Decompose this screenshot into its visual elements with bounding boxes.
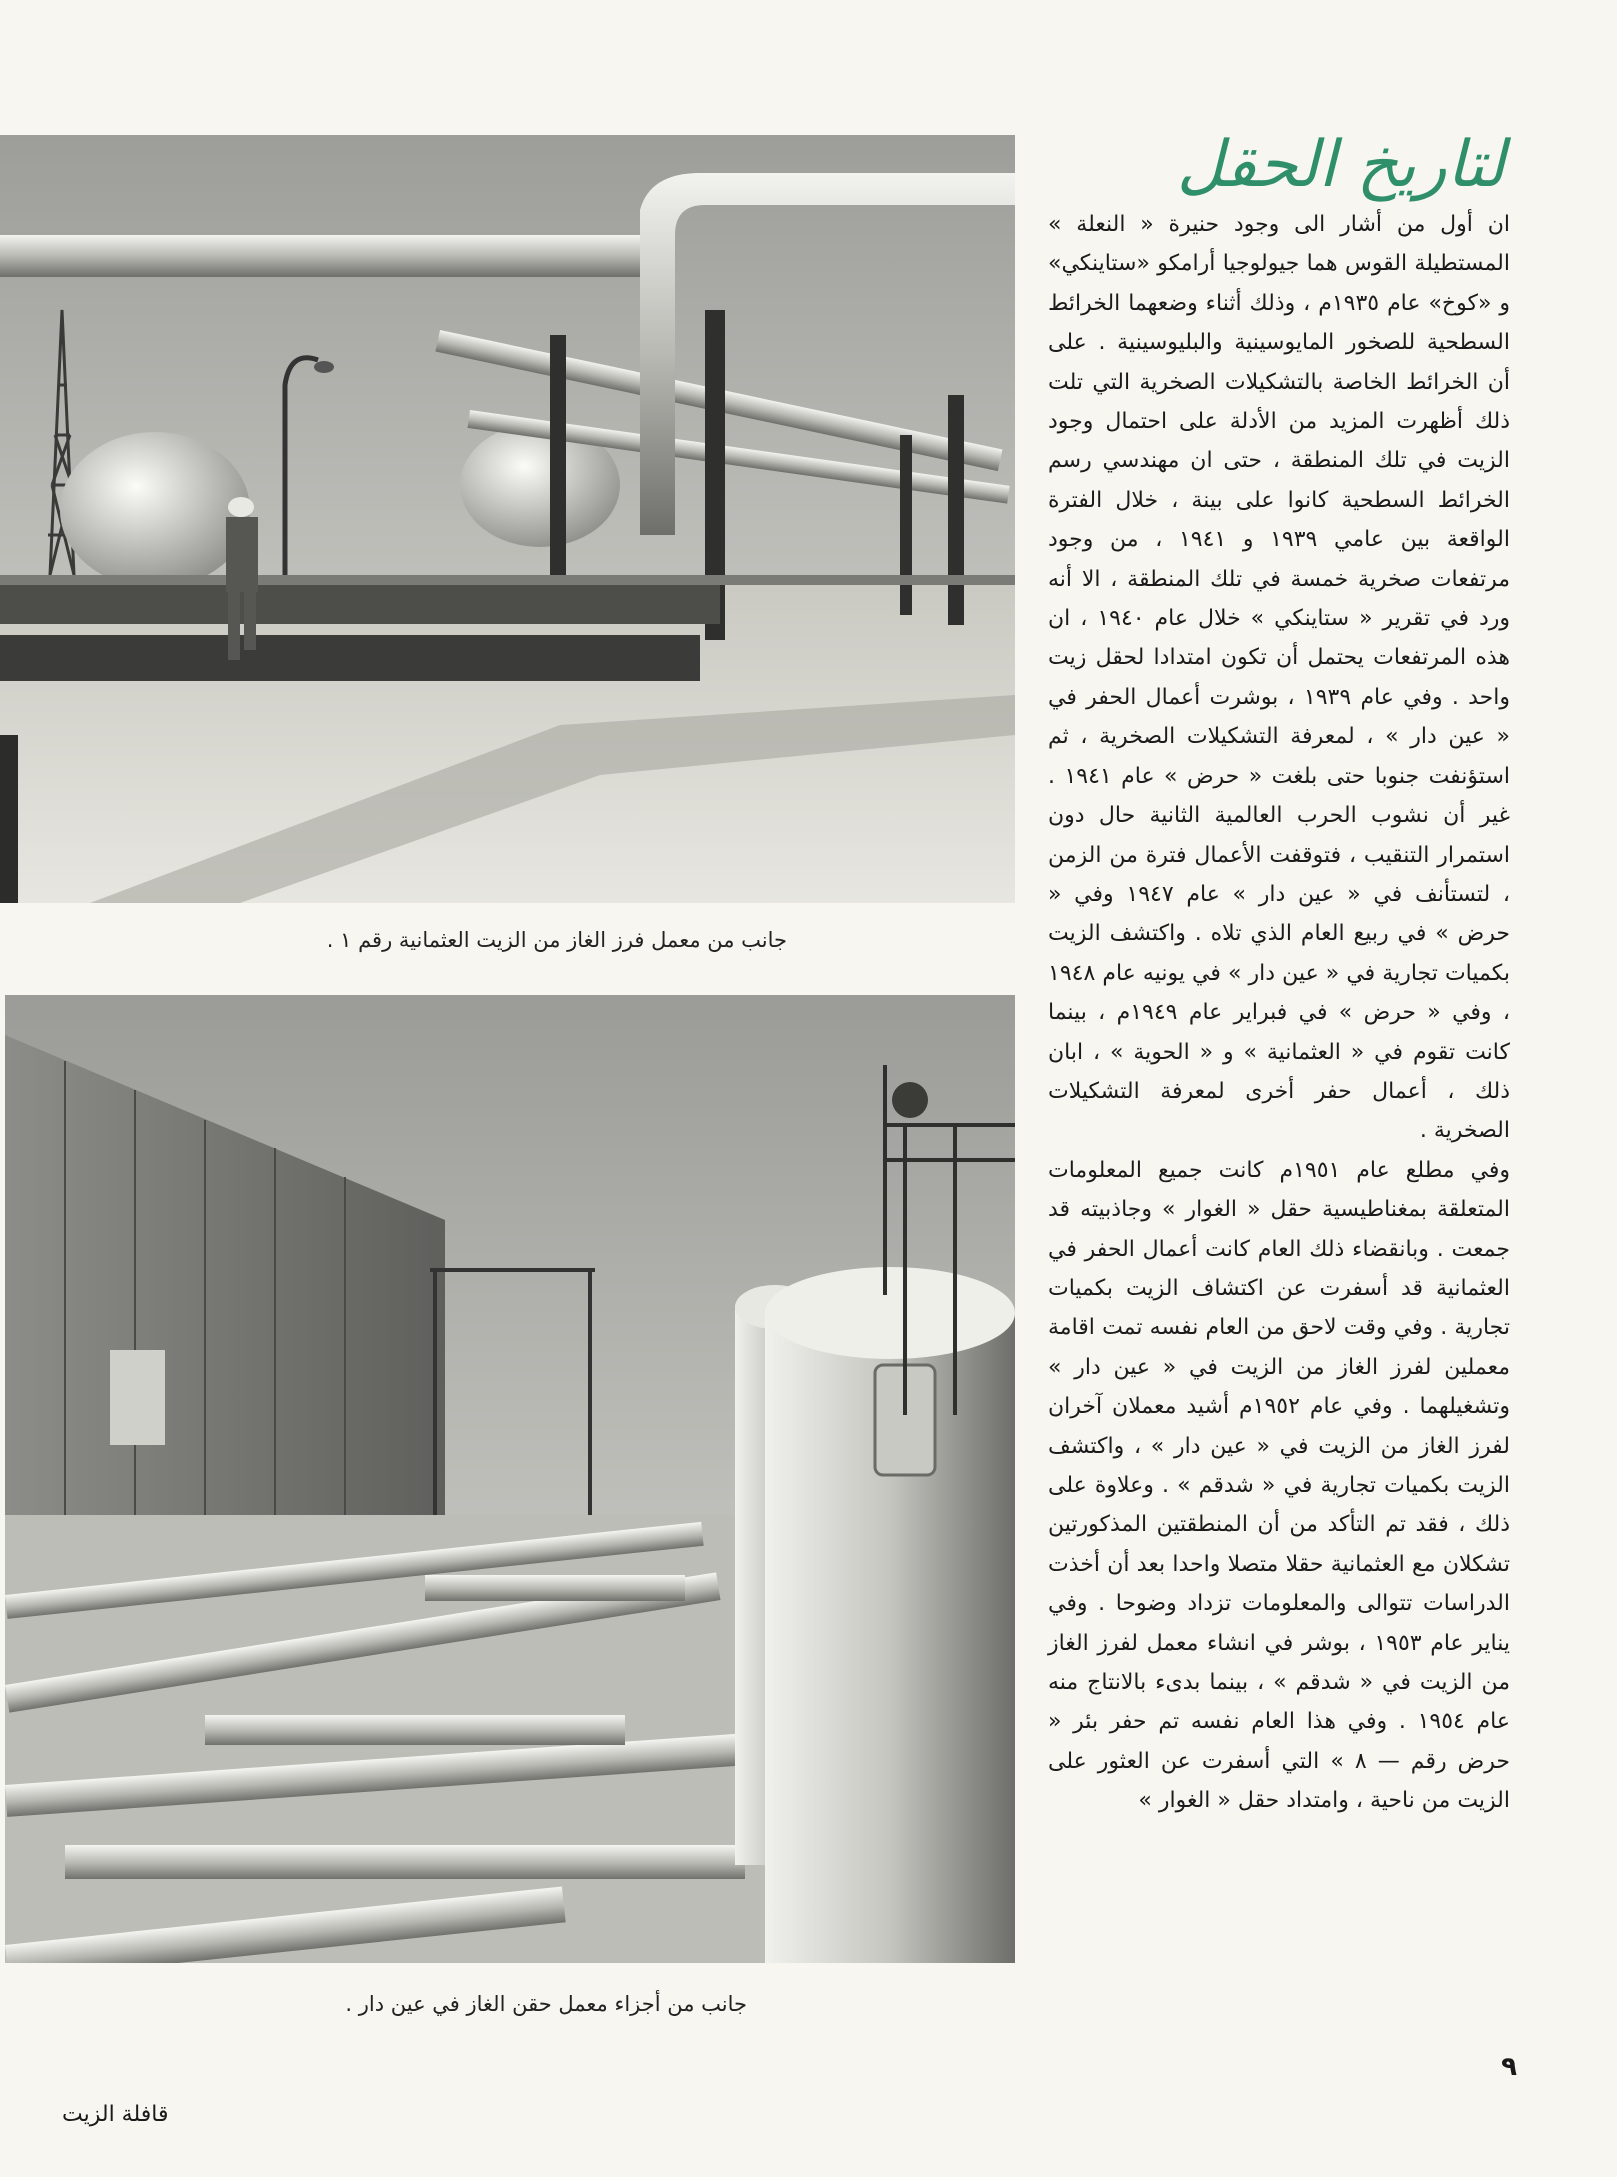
photo1-caption: جانب من معمل فرز الغاز من الزيت العثمانية رقم ١ . — [326, 928, 787, 952]
photo2-caption: جانب من أجزاء معمل حقن الغاز في عين دار . — [345, 1992, 747, 2016]
magazine-name: قافلة الزيت — [62, 2102, 169, 2127]
article-body — [1048, 205, 1510, 1821]
article-heading: لتاريخ الحقل — [1176, 128, 1505, 202]
photo-illustration-1 — [0, 135, 1015, 903]
article-paragraph: وفي مطلع عام ١٩٥١م كانت جميع المعلومات المتعلقة بمغناطيسية حقل « الغوار » وجاذبيته قد جمعت . وبانقضاء ذلك العام كانت أعمال الحفر في العثمانية قد أسفرت عن اكتشاف الزيت بكميات تجارية . وفي وقت لاحق من العام نفسه تمت اقامة معملين لفرز الغاز من الزيت في « عين دار » وتشغيلهما . وفي عام ١٩٥٢م أشيد معملان آخران لفرز الغاز من الزيت في « عين دار » ، واكتشف الزيت بكميات تجارية في « شدقم » . وعلاوة على ذلك ، فقد تم التأكد من أن المنطقتين المذكورتين تشكلان مع العثمانية حقلا متصلا واحدا بعد أن أخذت الدراسات تتوالى والمعلومات تزداد وضوحا . وفي يناير عام ١٩٥٣ ، بوشر في انشاء معمل لفرز الغاز من الزيت في « شدقم » ، بينما بدىء بالانتاج منه عام ١٩٥٤ . وفي هذا العام نفسه تم حفر بئر « حرض رقم — ٨ » التي أسفرت عن العثور على الزيت من ناحية ، وامتداد حقل « الغوار » — [1048, 1157, 1510, 1814]
page-number: ٩ — [1501, 2052, 1517, 2082]
gas-separation-plant-photo — [0, 135, 1015, 903]
article-paragraph: ان أول من أشار الى وجود حنيرة « النعلة » المستطيلة القوس هما جيولوجيا أرامكو «ستاينكي» و «كوخ» عام ١٩٣٥م ، وذلك أثناء وضعهما الخرائط السطحية للصخور المايوسينية والبليوسينية . على أن الخرائط الخاصة بالتشكيلات الصخرية التي تلت ذلك أظهرت المزيد من الأدلة على احتمال وجود الزيت في تلك المنطقة ، حتى ان مهندسي رسم الخرائط السطحية كانوا على بينة ، خلال الفترة الواقعة بين عامي ١٩٣٩ و ١٩٤١ ، من وجود مرتفعات صخرية خمسة في تلك المنطقة ، الا أنه ورد في تقرير « ستاينكي » خلال عام ١٩٤٠ ، ان هذه المرتفعات يحتمل أن تكون امتدادا لحقل زيت واحد . وفي عام ١٩٣٩ ، بوشرت أعمال الحفر في « عين دار » ، لمعرفة التشكيلات الصخرية ، ثم استؤنفت جنوبا حتى بلغت « حرض » عام ١٩٤١ . غير أن نشوب الحرب العالمية الثانية حال دون استمرار التنقيب ، فتوقفت الأعمال فترة من الزمن ، لتستأنف في « عين دار » عام ١٩٤٧ وفي « حرض » في ربيع العام الذي تلاه . واكتشف الزيت بكميات تجارية في « عين دار » في يونيه عام ١٩٤٨ ، وفي « حرض » في فبراير عام ١٩٤٩م ، بينما كانت تقوم في « العثمانية » و « الحوية » ، ابان ذلك ، أعمال حفر أخرى لمعرفة التشكيلات الصخرية . — [1048, 212, 1511, 1144]
gas-injection-plant-photo — [5, 995, 1015, 1963]
photo-illustration-2 — [5, 995, 1015, 1963]
